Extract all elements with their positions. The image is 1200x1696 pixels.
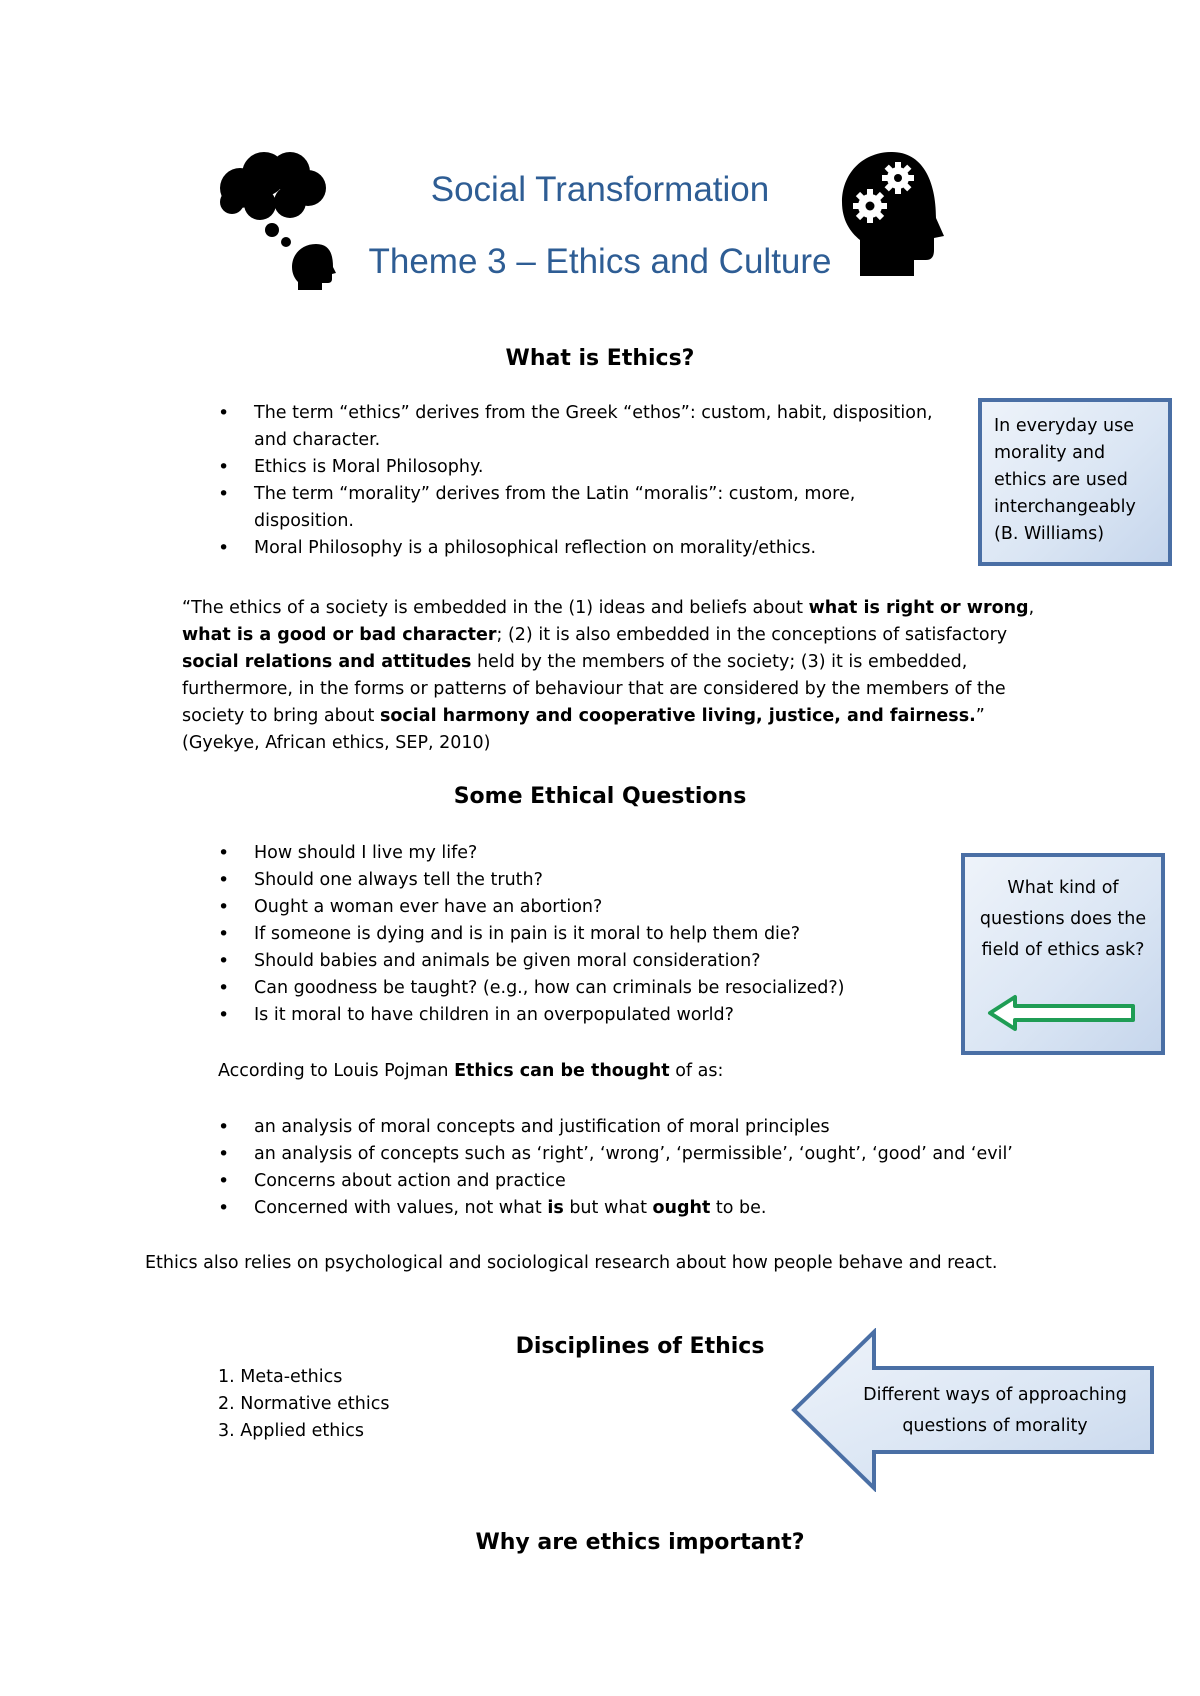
pojman-emphasis: Ethics can be thought [454, 1061, 670, 1081]
ethical-questions-list [218, 840, 958, 1029]
list-item: • Should one always tell the truth? [218, 867, 958, 894]
callout-text: What kind of questions does the field of ethics ask? [979, 878, 1147, 960]
quote-emphasis: social relations and attitudes [182, 652, 472, 672]
list-item: • Ought a woman ever have an abortion? [218, 894, 958, 921]
pojman-text: According to Louis Pojman [218, 1061, 455, 1081]
document-subtitle: Theme 3 – Ethics and Culture [368, 242, 832, 281]
quote-emphasis: what is right or wrong [808, 598, 1029, 618]
list-item: • Should babies and animals be given moral consideration? [218, 948, 958, 975]
list-item: • an analysis of moral concepts and justification of moral principles [218, 1114, 1098, 1141]
list-item: • If someone is dying and is in pain is it moral to help them die? [218, 921, 958, 948]
list-item: • The term “morality” derives from the Latin “moralis”: custom, more, disposition. [218, 481, 958, 535]
quote-text: , [1028, 598, 1035, 618]
callout-text-disciplines: Different ways of approaching questions of morality [863, 1385, 1127, 1436]
pojman-list [218, 1114, 1098, 1222]
list-item: 2. Normative ethics [218, 1394, 390, 1414]
document-title: Social Transformation [430, 170, 770, 209]
list-item: 3. Applied ethics [218, 1421, 364, 1441]
list-item: • How should I live my life? [218, 840, 958, 867]
list-item-text: Concerned with values, not what [254, 1198, 548, 1218]
section-heading-why-important: Why are ethics important? [475, 1530, 805, 1555]
section-heading-ethical-questions: Some Ethical Questions [453, 784, 747, 809]
disciplines-list [218, 1364, 618, 1445]
callout-text: In everyday use morality and ethics are used interchangeably (B. Williams) [994, 416, 1136, 544]
list-item: • The term “ethics” derives from the Greek “ethos”: custom, habit, disposition, and character. [218, 400, 958, 454]
ethics-definition-list [218, 400, 958, 562]
quote-text: “The ethics of a society is embedded in the (1) ideas and beliefs about [182, 598, 809, 618]
list-item: • Moral Philosophy is a philosophical reflection on morality/ethics. [218, 535, 958, 562]
list-item: 1. Meta-ethics [218, 1367, 343, 1387]
list-item [218, 1195, 1098, 1222]
section-heading-disciplines: Disciplines of Ethics [515, 1334, 765, 1359]
gyekye-quote [182, 595, 1062, 757]
list-item-text: but what [563, 1198, 653, 1218]
list-item: • an analysis of concepts such as ‘right’, ‘wrong’, ‘permissible’, ‘ought’, ‘good’ and ‘evil’ [218, 1141, 1098, 1168]
quote-citation: ” (Gyekye, African ethics, SEP, 2010) [182, 706, 985, 753]
pojman-text: of as: [669, 1061, 724, 1081]
list-item: • Can goodness be taught? (e.g., how can criminals be resocialized?) [218, 975, 958, 1002]
list-item-text: to be. [710, 1198, 767, 1218]
list-item-emphasis: is [547, 1198, 564, 1218]
quote-text: ; (2) it is also embedded in the conceptions of satisfactory [496, 625, 1008, 645]
quote-emphasis: what is a good or bad character [182, 625, 497, 645]
list-item-emphasis: ought [652, 1198, 711, 1218]
quote-text: held by the members of the society; (3) it is embedded, furthermore, in the forms or patterns of behaviour that are considered by the members of the society to bring about [182, 652, 1006, 726]
callout-box-questions [961, 853, 1165, 1055]
list-item: • Is it moral to have children in an overpopulated world? [218, 1002, 958, 1029]
arrow-left-icon [987, 993, 1137, 1033]
section-heading-what-is-ethics: What is Ethics? [505, 346, 695, 371]
list-item: • Concerns about action and practice [218, 1168, 1098, 1195]
list-item: • Ethics is Moral Philosophy. [218, 454, 958, 481]
ethics-relies-paragraph: Ethics also relies on psychological and sociological research about how people behave and react. [145, 1253, 998, 1273]
pojman-intro [218, 1058, 1018, 1085]
quote-emphasis: social harmony and cooperative living, justice, and fairness. [379, 706, 976, 726]
callout-box-interchangeably [978, 398, 1172, 566]
